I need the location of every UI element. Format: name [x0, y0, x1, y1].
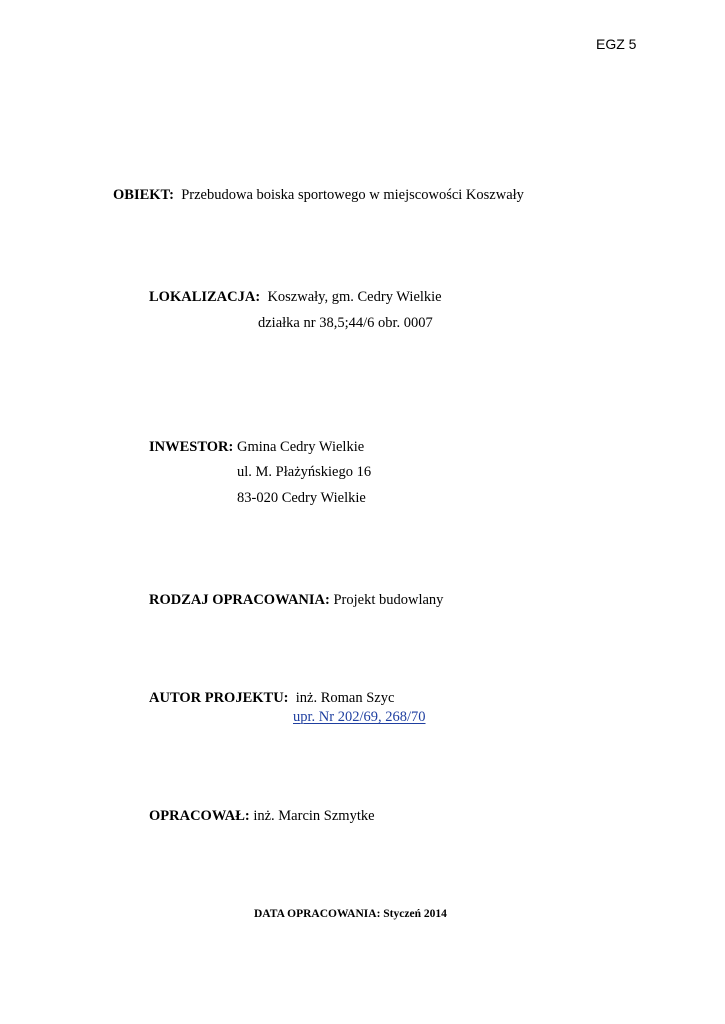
prepared-by-label: OPRACOWAŁ: [149, 808, 250, 824]
object-label: OBIEKT: [113, 187, 174, 203]
copy-number: EGZ 5 [596, 36, 637, 52]
object-value: Przebudowa boiska sportowego w miejscowości Koszwały [181, 187, 524, 203]
investor-value-line1: Gmina Cedry Wielkie [236, 439, 365, 455]
location-value-line2: działka nr 38,5;44/6 obr. 0007 [258, 315, 433, 331]
prepared-by-value: inż. Marcin Szmytke [253, 808, 375, 824]
investor-value-line3: 83-020 Cedry Wielkie [237, 490, 366, 506]
date-row [254, 908, 447, 920]
object-row [113, 188, 524, 203]
project-author-license: upr. Nr 202/69, 268/70 [293, 709, 426, 725]
date-value: Styczeń 2014 [383, 908, 447, 920]
location-label: LOKALIZACJA: [149, 289, 261, 305]
prepared-by-row [149, 809, 375, 824]
study-type-value: Projekt budowlany [333, 592, 444, 608]
project-author-value: inż. Roman Szyc [295, 690, 395, 706]
study-type-row [149, 593, 443, 608]
project-author-row [149, 691, 394, 706]
location-row [149, 290, 442, 305]
investor-row [149, 440, 364, 455]
study-type-label: RODZAJ OPRACOWANIA: [149, 592, 330, 608]
location-value-line1: Koszwały, gm. Cedry Wielkie [267, 289, 442, 305]
investor-value-line2: ul. M. Płażyńskiego 16 [237, 464, 372, 480]
investor-label: INWESTOR: [149, 439, 234, 455]
project-author-label: AUTOR PROJEKTU: [149, 690, 289, 706]
date-label: DATA OPRACOWANIA: [254, 908, 381, 920]
